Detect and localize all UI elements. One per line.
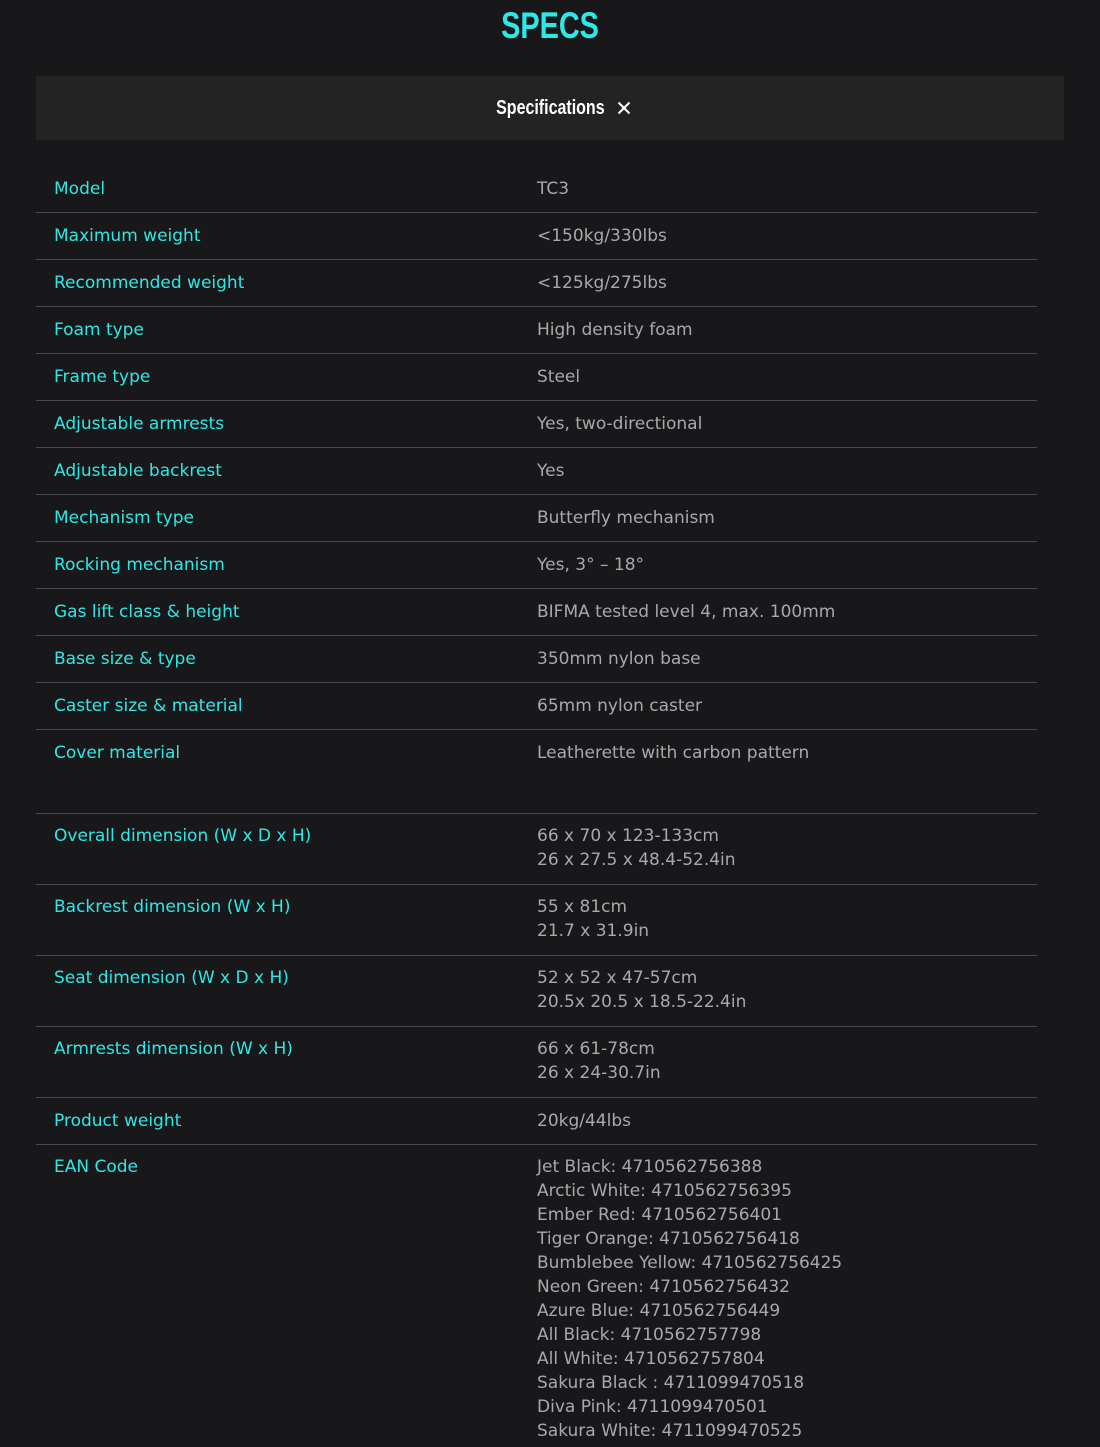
ean-code-item: All White: 4710562757804: [537, 1349, 765, 1369]
spec-label: Adjustable armrests: [54, 414, 225, 434]
spec-value: 350mm nylon base: [537, 649, 701, 669]
spec-value: <125kg/275lbs: [537, 273, 667, 293]
spec-row-seat-dimension: [36, 956, 1037, 1027]
accordion-label: Specifications: [496, 96, 605, 119]
specs-table: [36, 166, 1037, 1443]
spec-value: Leatherette with carbon pattern: [537, 743, 810, 763]
spec-value: High density foam: [537, 320, 693, 340]
ean-code-item: Neon Green: 4710562756432: [537, 1277, 790, 1297]
spec-row-cover-material: [36, 730, 1037, 814]
spec-row-model: [36, 166, 1037, 213]
spec-row-mechanism-type: [36, 495, 1037, 542]
ean-code-item: Tiger Orange: 4710562756418: [537, 1229, 800, 1249]
spec-value: [537, 956, 1037, 1014]
spec-label: Foam type: [54, 320, 144, 340]
spec-label: EAN Code: [54, 1157, 139, 1177]
page-title: SPECS: [501, 5, 599, 46]
spec-row-ean-code: [36, 1145, 1037, 1443]
ean-code-item: All Black: 4710562757798: [537, 1325, 762, 1345]
spec-row-product-weight: [36, 1098, 1037, 1145]
imperial-value: 26 x 24-30.7in: [537, 1063, 661, 1083]
spec-row-gas-lift: [36, 589, 1037, 636]
spec-row-base-size: [36, 636, 1037, 683]
spec-row-recommended-weight: [36, 260, 1037, 307]
ean-code-list: [537, 1145, 1037, 1443]
metric-value: 66 x 70 x 123-133cm: [537, 826, 719, 846]
spec-row-caster-size: [36, 683, 1037, 730]
ean-code-item: Azure Blue: 4710562756449: [537, 1301, 781, 1321]
specifications-accordion-toggle[interactable]: [36, 76, 1064, 140]
imperial-value: 21.7 x 31.9in: [537, 921, 650, 941]
spec-label: Cover material: [54, 743, 181, 763]
spec-label: Backrest dimension (W x H): [54, 897, 291, 917]
spec-value: Yes, two-directional: [537, 414, 703, 434]
spec-label: Overall dimension (W x D x H): [54, 826, 312, 846]
spec-label: Mechanism type: [54, 508, 194, 528]
spec-value: [537, 814, 1037, 872]
spec-value: Butterfly mechanism: [537, 508, 715, 528]
spec-value: [537, 1027, 1037, 1085]
spec-value: TC3: [537, 179, 570, 199]
spec-value: [537, 885, 1037, 943]
spec-value: 20kg/44lbs: [537, 1111, 631, 1131]
spec-label: Product weight: [54, 1111, 182, 1131]
spec-row-adjustable-backrest: [36, 448, 1037, 495]
spec-row-backrest-dimension: [36, 885, 1037, 956]
spec-label: Frame type: [54, 367, 151, 387]
ean-code-item: Ember Red: 4710562756401: [537, 1205, 782, 1225]
spec-label: Caster size & material: [54, 696, 243, 716]
spec-label: Adjustable backrest: [54, 461, 222, 481]
spec-label: Maximum weight: [54, 226, 201, 246]
spec-row-maximum-weight: [36, 213, 1037, 260]
spec-row-adjustable-armrests: [36, 401, 1037, 448]
imperial-value: 26 x 27.5 x 48.4-52.4in: [537, 850, 736, 870]
spec-value: Steel: [537, 367, 581, 387]
spec-label: Armrests dimension (W x H): [54, 1039, 293, 1059]
spec-label: Recommended weight: [54, 273, 245, 293]
ean-code-item: Sakura Black : 4711099470518: [537, 1373, 805, 1393]
spec-label: Seat dimension (W x D x H): [54, 968, 289, 988]
ean-code-item: Arctic White: 4710562756395: [537, 1181, 792, 1201]
ean-code-item: Jet Black: 4710562756388: [537, 1157, 763, 1177]
spec-value: Yes, 3° – 18°: [537, 555, 645, 575]
metric-value: 66 x 61-78cm: [537, 1039, 655, 1059]
spec-row-foam-type: [36, 307, 1037, 354]
ean-code-item: Diva Pink: 4711099470501: [537, 1397, 768, 1417]
imperial-value: 20.5x 20.5 x 18.5-22.4in: [537, 992, 747, 1012]
spec-row-frame-type: [36, 354, 1037, 401]
close-icon[interactable]: [617, 101, 631, 115]
spec-value: 65mm nylon caster: [537, 696, 703, 716]
spec-label: Model: [54, 179, 106, 199]
spec-row-rocking-mechanism: [36, 542, 1037, 589]
spec-row-overall-dimension: [36, 814, 1037, 885]
spec-label: Rocking mechanism: [54, 555, 225, 575]
spec-row-armrests-dimension: [36, 1027, 1037, 1098]
spec-value: BIFMA tested level 4, max. 100mm: [537, 602, 836, 622]
metric-value: 55 x 81cm: [537, 897, 628, 917]
spec-value: Yes: [537, 461, 565, 481]
spec-value: <150kg/330lbs: [537, 226, 667, 246]
spec-label: Gas lift class & height: [54, 602, 240, 622]
metric-value: 52 x 52 x 47-57cm: [537, 968, 698, 988]
ean-code-item: Sakura White: 4711099470525: [537, 1421, 803, 1441]
spec-label: Base size & type: [54, 649, 196, 669]
ean-code-item: Bumblebee Yellow: 4710562756425: [537, 1253, 843, 1273]
